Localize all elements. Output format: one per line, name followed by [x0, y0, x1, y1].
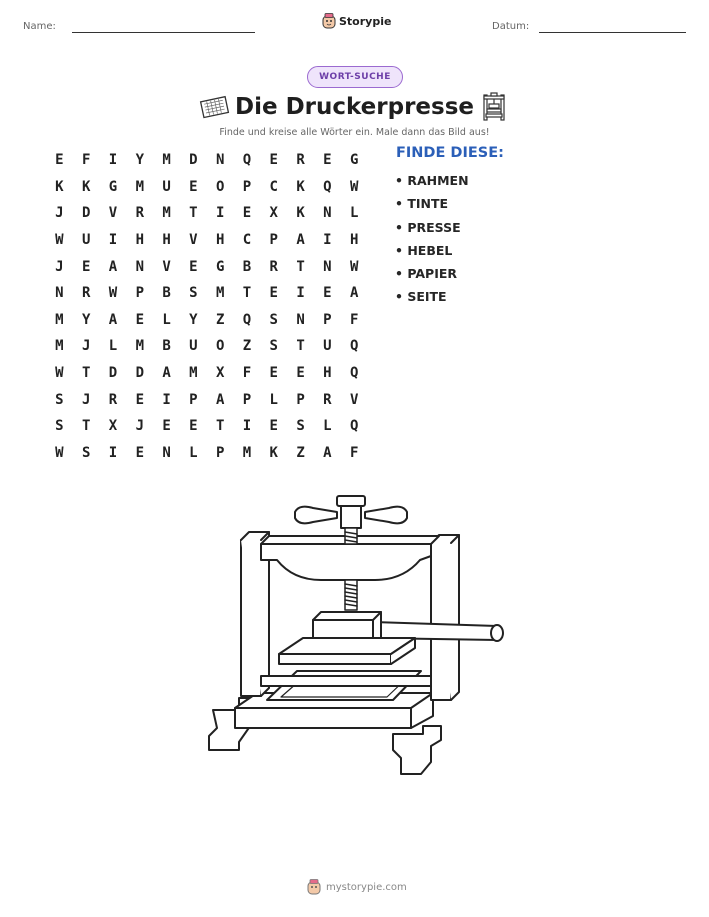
- grid-cell[interactable]: N: [323, 205, 332, 222]
- grid-cell[interactable]: H: [349, 232, 359, 249]
- grid-cell[interactable]: K: [81, 178, 91, 195]
- grid-cell[interactable]: K: [269, 444, 278, 461]
- grid-cell[interactable]: Y: [81, 311, 91, 328]
- printing-press-icon: [481, 92, 507, 122]
- grid-cell[interactable]: Q: [349, 338, 359, 355]
- grid-cell[interactable]: D: [189, 152, 198, 169]
- grid-cell[interactable]: H: [162, 232, 171, 249]
- instructions: Finde und kreise alle Wörter ein. Male dann das Bild aus!: [219, 127, 490, 138]
- grid-cell[interactable]: E: [189, 178, 198, 195]
- grid-cell[interactable]: A: [296, 232, 305, 249]
- word-item: • SEITE: [395, 289, 447, 305]
- grid-cell[interactable]: M: [135, 178, 144, 195]
- grid-cell[interactable]: B: [242, 258, 252, 275]
- grid-cell[interactable]: I: [296, 285, 305, 302]
- grid-cell[interactable]: M: [55, 311, 64, 328]
- grid-cell[interactable]: F: [242, 365, 252, 382]
- grid-cell[interactable]: Q: [349, 365, 359, 382]
- grid-cell[interactable]: E: [296, 365, 305, 382]
- grid-cell[interactable]: E: [269, 285, 278, 302]
- grid-cell[interactable]: E: [55, 152, 64, 169]
- grid-cell[interactable]: M: [189, 365, 198, 382]
- grid-cell[interactable]: S: [296, 418, 305, 435]
- category-badge: WORT-SUCHE: [307, 66, 403, 88]
- grid-cell[interactable]: V: [162, 258, 171, 275]
- grid-cell[interactable]: I: [162, 391, 171, 408]
- grid-cell[interactable]: P: [269, 232, 278, 249]
- grid-cell[interactable]: T: [296, 258, 305, 275]
- grid-cell[interactable]: M: [162, 152, 171, 169]
- grid-cell[interactable]: K: [296, 205, 305, 222]
- grid-cell[interactable]: M: [215, 285, 225, 302]
- grid-cell[interactable]: T: [189, 205, 198, 222]
- grid-cell[interactable]: N: [135, 258, 144, 275]
- word-list: [395, 170, 469, 310]
- grid-cell[interactable]: T: [81, 418, 91, 435]
- grid-cell[interactable]: E: [81, 258, 91, 275]
- grid-cell[interactable]: Q: [349, 418, 359, 435]
- grid-cell[interactable]: N: [162, 444, 171, 461]
- grid-cell[interactable]: E: [242, 205, 252, 222]
- grid-cell[interactable]: Q: [242, 152, 252, 169]
- grid-cell[interactable]: Z: [215, 311, 225, 328]
- grid-cell[interactable]: O: [215, 178, 225, 195]
- grid-cell[interactable]: S: [81, 444, 91, 461]
- grid-cell[interactable]: W: [349, 258, 359, 275]
- grid-cell[interactable]: L: [108, 338, 118, 355]
- word-item: • TINTE: [395, 196, 449, 212]
- grid-cell[interactable]: S: [55, 391, 64, 408]
- grid-cell[interactable]: G: [108, 178, 118, 195]
- grid-cell[interactable]: Q: [242, 311, 252, 328]
- grid-cell[interactable]: V: [189, 232, 198, 249]
- grid-cell[interactable]: G: [215, 258, 225, 275]
- grid-cell[interactable]: J: [81, 338, 91, 355]
- grid-cell[interactable]: N: [55, 285, 64, 302]
- grid-cell[interactable]: V: [108, 205, 118, 222]
- grid-cell[interactable]: A: [108, 258, 118, 275]
- grid-cell[interactable]: Q: [323, 178, 332, 195]
- printing-press-illustration: [195, 488, 510, 783]
- word-item: • RAHMEN: [395, 173, 469, 188]
- grid-cell[interactable]: I: [242, 418, 252, 435]
- grid-cell[interactable]: W: [55, 365, 64, 382]
- grid-cell[interactable]: Y: [135, 152, 144, 169]
- grid-cell[interactable]: E: [189, 258, 198, 275]
- grid-cell[interactable]: K: [296, 178, 305, 195]
- grid-cell[interactable]: A: [323, 444, 332, 461]
- grid-cell[interactable]: C: [242, 232, 252, 249]
- grid-cell[interactable]: E: [269, 418, 278, 435]
- grid-cell[interactable]: P: [135, 285, 144, 302]
- grid-cell[interactable]: K: [55, 178, 64, 195]
- grid-cell[interactable]: L: [269, 391, 278, 408]
- grid-cell[interactable]: U: [162, 178, 171, 195]
- name-label: Name:: [23, 21, 56, 32]
- word-item: • PRESSE: [395, 219, 461, 235]
- grid-cell[interactable]: I: [108, 444, 118, 461]
- grid-cell[interactable]: B: [162, 338, 171, 355]
- grid-cell[interactable]: U: [81, 232, 91, 249]
- grid-cell[interactable]: F: [81, 152, 91, 169]
- grid-cell[interactable]: I: [108, 232, 118, 249]
- grid-cell[interactable]: X: [108, 418, 118, 435]
- grid-cell[interactable]: A: [349, 285, 359, 302]
- grid-cell[interactable]: E: [189, 418, 198, 435]
- grid-cell[interactable]: F: [349, 311, 359, 328]
- page-title: Die Druckerpresse: [234, 94, 475, 120]
- grid-cell[interactable]: E: [135, 391, 144, 408]
- grid-cell[interactable]: R: [108, 391, 118, 408]
- name-line[interactable]: [72, 32, 255, 33]
- grid-cell[interactable]: L: [349, 205, 359, 222]
- grid-cell[interactable]: M: [135, 338, 144, 355]
- grid-cell[interactable]: S: [55, 418, 64, 435]
- grid-cell[interactable]: E: [162, 418, 171, 435]
- grid-cell[interactable]: H: [135, 232, 144, 249]
- grid-cell[interactable]: E: [135, 311, 144, 328]
- grid-cell[interactable]: I: [323, 232, 332, 249]
- grid-cell[interactable]: J: [55, 258, 64, 275]
- grid-cell[interactable]: O: [215, 338, 225, 355]
- grid-cell[interactable]: Y: [189, 311, 198, 328]
- grid-cell[interactable]: N: [296, 311, 305, 328]
- grid-cell[interactable]: S: [269, 311, 278, 328]
- grid-cell[interactable]: R: [296, 152, 305, 169]
- grid-cell[interactable]: C: [269, 178, 278, 195]
- grid-cell[interactable]: P: [189, 391, 198, 408]
- grid-cell[interactable]: T: [242, 285, 252, 302]
- grid-cell[interactable]: R: [135, 205, 144, 222]
- grid-cell[interactable]: A: [108, 311, 118, 328]
- grid-cell[interactable]: M: [162, 205, 171, 222]
- word-item: • HEBEL: [395, 242, 453, 258]
- storypie-mascot-icon: [307, 879, 321, 895]
- grid-cell[interactable]: M: [242, 444, 252, 461]
- grid-cell[interactable]: P: [215, 444, 225, 461]
- grid-cell[interactable]: X: [269, 205, 278, 222]
- grid-cell[interactable]: B: [162, 285, 171, 302]
- footer: [307, 879, 407, 895]
- grid-cell[interactable]: T: [215, 418, 225, 435]
- grid-cell[interactable]: D: [81, 205, 91, 222]
- grid-cell[interactable]: P: [242, 178, 252, 195]
- grid-cell[interactable]: L: [189, 444, 198, 461]
- grid-cell[interactable]: P: [323, 311, 332, 328]
- grid-cell[interactable]: S: [269, 338, 278, 355]
- grid-cell[interactable]: N: [215, 152, 225, 169]
- brand-name: Storypie: [339, 14, 392, 28]
- grid-cell[interactable]: E: [269, 152, 278, 169]
- grid-cell[interactable]: H: [215, 232, 225, 249]
- grid-cell[interactable]: A: [162, 365, 171, 382]
- grid-cell[interactable]: Z: [242, 338, 252, 355]
- grid-cell[interactable]: D: [108, 365, 118, 382]
- grid-cell[interactable]: F: [349, 444, 359, 461]
- grid-cell[interactable]: M: [55, 338, 64, 355]
- grid-cell[interactable]: T: [81, 365, 91, 382]
- find-title: FINDE DIESE:: [396, 145, 504, 161]
- header: [0, 0, 709, 50]
- storypie-mascot-icon: [322, 13, 336, 29]
- grid-cell[interactable]: A: [215, 391, 225, 408]
- grid-cell[interactable]: I: [215, 205, 225, 222]
- grid-cell[interactable]: S: [189, 285, 198, 302]
- grid-cell[interactable]: L: [323, 418, 332, 435]
- grid-cell[interactable]: D: [135, 365, 144, 382]
- grid-cell[interactable]: E: [269, 365, 278, 382]
- grid-cell[interactable]: U: [189, 338, 198, 355]
- grid-cell[interactable]: R: [81, 285, 91, 302]
- grid-cell[interactable]: J: [55, 205, 64, 222]
- grid-cell[interactable]: X: [215, 365, 225, 382]
- grid-cell[interactable]: L: [162, 311, 171, 328]
- date-label: Datum:: [492, 21, 530, 32]
- grid-cell[interactable]: W: [55, 444, 64, 461]
- grid-cell[interactable]: U: [323, 338, 332, 355]
- grid-cell[interactable]: J: [135, 418, 144, 435]
- grid-cell[interactable]: J: [81, 391, 91, 408]
- brand-logo: [322, 13, 391, 29]
- grid-cell[interactable]: E: [135, 444, 144, 461]
- grid-cell[interactable]: T: [296, 338, 305, 355]
- grid-cell[interactable]: P: [296, 391, 305, 408]
- grid-cell[interactable]: G: [349, 152, 359, 169]
- grid-cell[interactable]: V: [349, 391, 359, 408]
- word-item: • PAPIER: [395, 266, 458, 282]
- grid-cell[interactable]: R: [323, 391, 332, 408]
- grid-cell[interactable]: I: [108, 152, 118, 169]
- grid-cell[interactable]: R: [269, 258, 278, 275]
- date-line[interactable]: [539, 32, 686, 33]
- grid-cell[interactable]: Z: [296, 444, 305, 461]
- grid-cell[interactable]: W: [108, 285, 118, 302]
- grid-cell[interactable]: H: [323, 365, 332, 382]
- grid-cell[interactable]: E: [323, 152, 332, 169]
- grid-cell[interactable]: W: [55, 232, 64, 249]
- grid-cell[interactable]: N: [323, 258, 332, 275]
- grid-cell[interactable]: W: [349, 178, 359, 195]
- grid-cell[interactable]: E: [323, 285, 332, 302]
- footer-url[interactable]: mystorypie.com: [326, 881, 407, 893]
- word-grid: [46, 147, 368, 466]
- grid-cell[interactable]: P: [242, 391, 252, 408]
